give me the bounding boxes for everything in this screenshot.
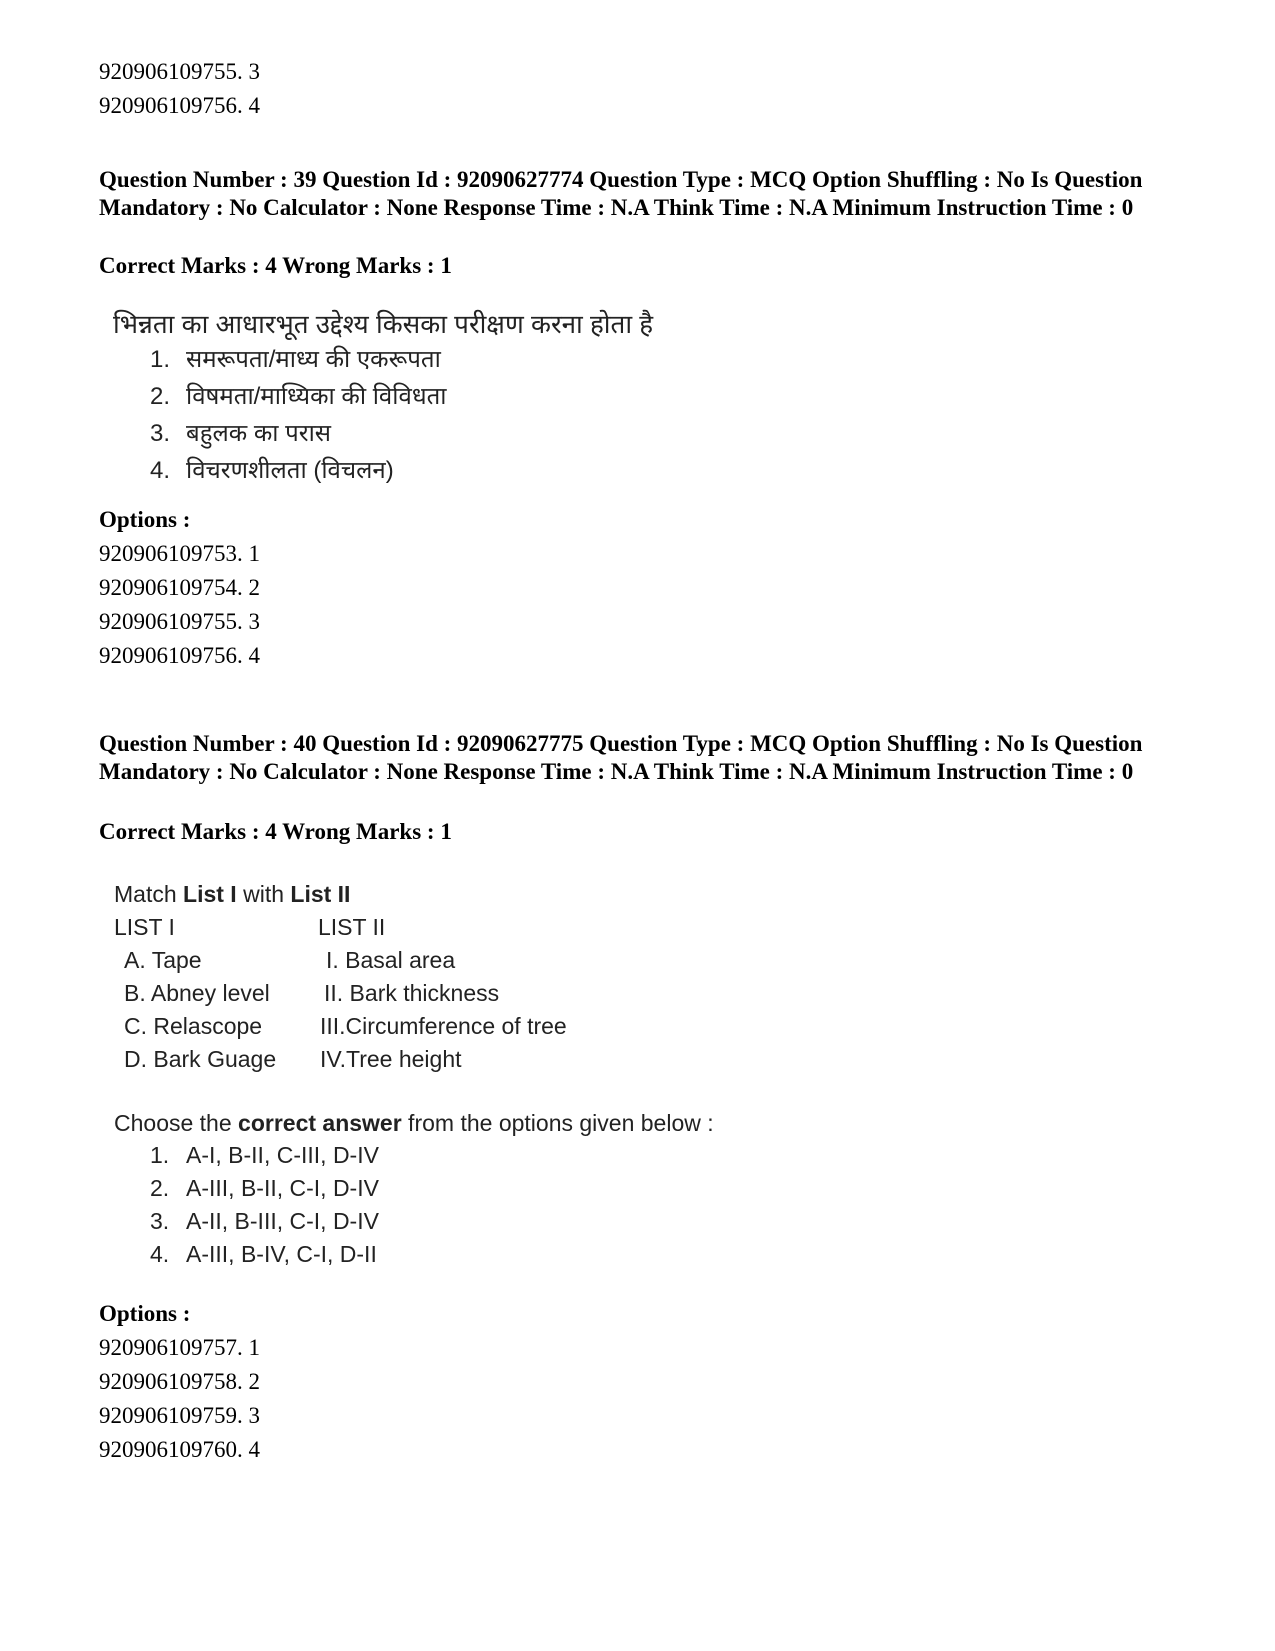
choice-text: विचरणशीलता (विचलन) [186,457,394,484]
choose-suffix: from the options given below : [401,1110,714,1136]
choice-number: 4. [150,1241,170,1267]
choice-item [150,1206,379,1236]
choice-item [150,382,446,412]
choice-item [150,1173,379,1203]
match-list2: List II [290,881,351,907]
option-line: 920906109754. 2 [99,575,260,600]
marks-line: Correct Marks : 4 Wrong Marks : 1 [99,819,452,844]
list1-item: C. Relascope [124,1013,263,1039]
choice-item [150,419,331,449]
option-line: 920906109755. 3 [99,609,260,634]
list1-item: D. Bark Guage [124,1046,277,1072]
choice-item [150,456,394,486]
choose-bold: correct answer [238,1110,402,1136]
list2-item: I. Basal area [326,947,456,973]
option-line: 920906109753. 1 [99,541,260,566]
list1-header: LIST I [114,914,175,940]
choice-number: 2. [150,1175,170,1201]
option-line: 920906109760. 4 [99,1437,260,1462]
choice-text: विषमता/माध्यिका की विविधता [186,383,447,410]
choice-number: 4. [150,457,171,484]
list2-header: LIST II [318,914,386,940]
choice-text: बहुलक का परास [186,420,332,447]
choose-instruction [114,1108,714,1138]
options-label: Options : [99,1301,191,1326]
choice-text: A-III, B-II, C-I, D-IV [186,1175,379,1201]
question-header: Question Number : 39 Question Id : 92090627774 Question Type : MCQ Option Shuffling : No Is Question Mandatory : No Calculator : None Response Time : N.A Think Time : N.A Minimum Instruction Time : 0 [99,167,1143,220]
list2-item: III.Circumference of tree [320,1013,567,1039]
option-line: 920906109756. 4 [99,643,260,668]
list2-item: IV.Tree height [320,1046,462,1072]
list1-item: B. Abney level [124,980,270,1006]
choose-prefix: Choose the [114,1110,239,1136]
choice-text: A-II, B-III, C-I, D-IV [186,1208,379,1234]
question-header: Question Number : 40 Question Id : 92090627775 Question Type : MCQ Option Shuffling : No Is Question Mandatory : No Calculator : None Response Time : N.A Think Time : N.A Minimum Instruction Time : 0 [99,731,1143,784]
question-text: भिन्नता का आधारभूत उद्देश्य किसका परीक्षण करना होता है [113,309,654,339]
option-line: 920906109755. 3 [99,59,260,84]
choice-number: 3. [150,420,171,447]
marks-line: Correct Marks : 4 Wrong Marks : 1 [99,253,452,278]
list1-item: A. Tape [124,947,202,973]
option-line: 920906109759. 3 [99,1403,260,1428]
match-instruction [114,879,350,909]
choice-text: A-III, B-IV, C-I, D-II [186,1241,377,1267]
choice-text: A-I, B-II, C-III, D-IV [186,1142,379,1168]
list2-item: II. Bark thickness [324,980,500,1006]
choice-number: 1. [150,346,171,373]
match-list1: List I [183,881,237,907]
choice-number: 3. [150,1208,170,1234]
option-line: 920906109758. 2 [99,1369,260,1394]
option-line: 920906109757. 1 [99,1335,260,1360]
option-line: 920906109756. 4 [99,93,260,118]
choice-item [150,345,441,375]
options-label: Options : [99,507,191,532]
choice-item [150,1239,377,1269]
choice-number: 2. [150,383,171,410]
match-with: with [236,881,291,907]
choice-item [150,1140,379,1170]
match-prefix: Match [114,881,184,907]
choice-text: समरूपता/माध्य की एकरूपता [186,346,441,373]
choice-number: 1. [150,1142,170,1168]
